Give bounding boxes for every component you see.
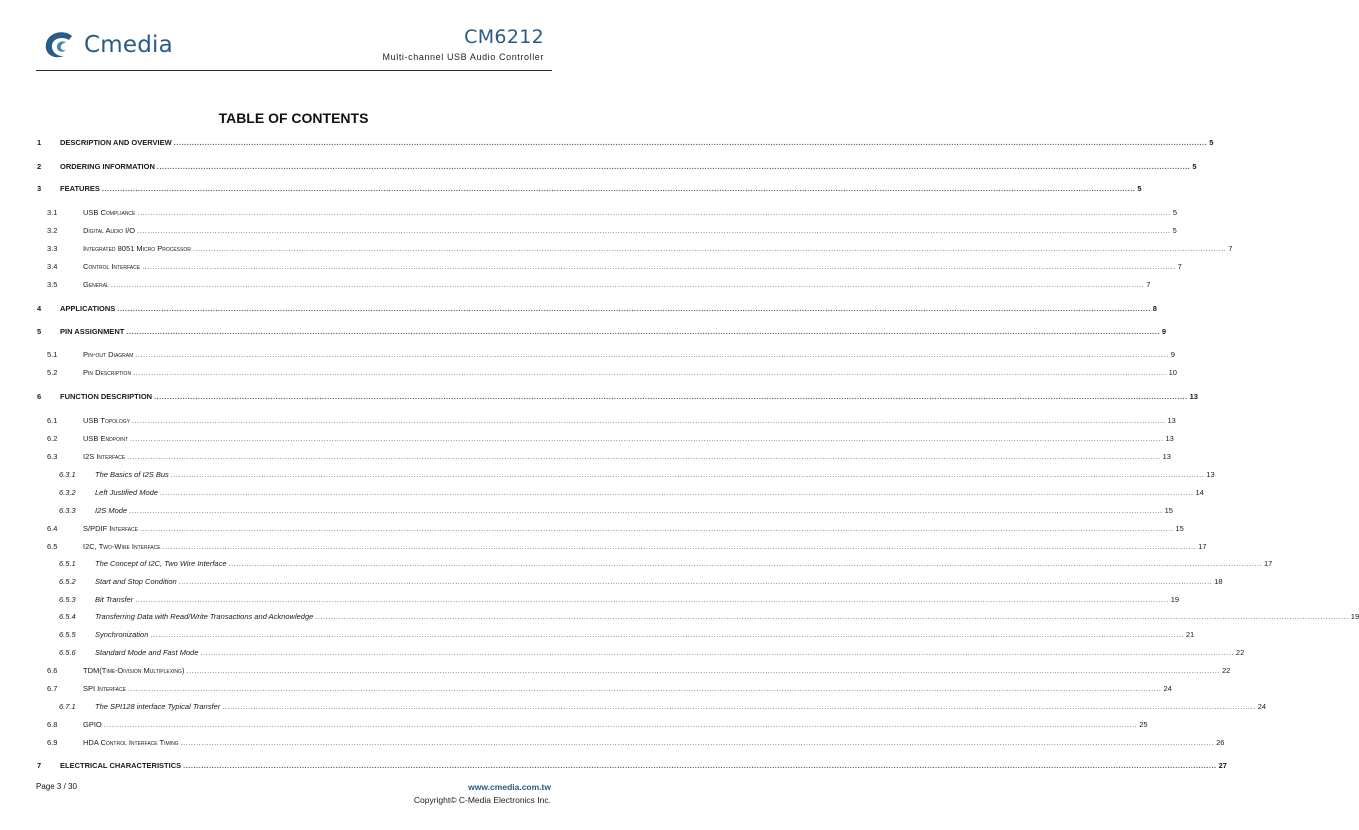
toc-entry[interactable] [95,611,1359,623]
toc-section-number: 7 [37,761,42,770]
toc-entry[interactable] [60,303,1157,315]
toc-section-number: 3.2 [47,226,58,235]
toc-section-number: 6.6 [47,666,58,675]
toc-section-number: 3.4 [47,262,58,271]
toc-page-number: 8 [1152,304,1157,313]
toc-page-number: 22 [1221,666,1231,675]
toc-dot-leader: ................................................................................................................................................................................................................................................................................................................................................................................................................ [135,350,1169,359]
toc-dot-leader: ................................................................................................................................................................................................................................................................................................................................................................................................................ [137,226,1171,235]
toc-row[interactable] [0,665,1231,677]
toc-dot-leader: ................................................................................................................................................................................................................................................................................................................................................................................................................ [180,738,1215,747]
toc-entry[interactable] [95,647,1245,659]
product-subtitle: Multi-channel USB Audio Controller [382,52,544,62]
toc-row[interactable] [0,469,1215,481]
toc-entry[interactable] [83,433,1174,445]
toc-page-number: 26 [1216,738,1225,747]
toc-entry[interactable] [95,558,1273,570]
toc-dot-leader: ................................................................................................................................................................................................................................................................................................................................................................................................................ [110,280,1145,289]
toc-section-number: 3.5 [47,280,58,289]
toc-row[interactable] [0,737,1225,749]
toc-entry[interactable] [83,279,1151,291]
swirl-logo-icon [42,30,80,60]
toc-page-number: 13 [1206,470,1215,479]
toc-page-number: 27 [1218,761,1227,770]
header-divider [36,70,552,71]
toc-row[interactable] [0,701,1267,713]
toc-dot-leader: ................................................................................................................................................................................................................................................................................................................................................................................................................ [162,542,1197,551]
toc-section-number: 3.3 [47,244,58,253]
toc-entry-label: The Basics of I2S Bus [95,470,169,479]
toc-row[interactable] [0,161,1197,173]
toc-section-number: 6.3.2 [59,488,76,497]
toc-entry[interactable] [95,576,1223,588]
toc-entry-label: I2S Interface [83,452,126,461]
toc-entry-label: Pin-out Diagram [83,350,134,359]
toc-entry[interactable] [83,683,1172,695]
toc-dot-leader: ................................................................................................................................................................................................................................................................................................................................................................................................................ [142,262,1176,271]
toc-row[interactable] [0,719,1148,731]
toc-entry-label: The Concept of I2C, Two Wire Interface [95,559,227,568]
toc-dot-leader: ................................................................................................................................................................................................................................................................................................................................................................................................................ [159,488,1194,497]
toc-page-number: 24 [1163,684,1172,693]
toc-row[interactable] [0,261,1182,273]
toc-section-number: 6.1 [47,416,58,425]
toc-row[interactable] [0,279,1151,291]
toc-page-number: 5 [1209,138,1214,147]
toc-entry-label: Integrated 8051 Micro Processor [83,244,191,253]
toc-page-number: 25 [1139,720,1148,729]
toc-dot-leader: ................................................................................................................................................................................................................................................................................................................................................................................................................ [140,524,1174,533]
toc-row[interactable] [0,225,1177,237]
toc-entry[interactable] [95,594,1180,606]
toc-entry-label: FUNCTION DESCRIPTION [60,392,153,401]
toc-dot-leader: ................................................................................................................................................................................................................................................................................................................................................................................................................ [127,684,1162,693]
logo-wordmark: Cmedia [84,32,173,58]
toc-entry-label: General [83,280,109,289]
toc-row[interactable] [0,367,1177,379]
toc-section-number: 6.4 [47,524,58,533]
toc-row[interactable] [0,629,1195,641]
toc-entry[interactable] [60,137,1214,149]
toc-page-number: 19 [1170,595,1180,604]
toc-section-number: 1 [37,138,42,147]
toc-row[interactable] [0,137,1214,149]
toc-dot-leader: ................................................................................................................................................................................................................................................................................................................................................................................................................ [133,368,1167,377]
footer-url-link[interactable]: www.cmedia.com.tw [468,782,551,792]
toc-entry[interactable] [95,469,1215,481]
toc-entry-label: GPIO [83,720,102,729]
toc-section-number: 6.5.6 [59,648,76,657]
toc-entry[interactable] [83,367,1177,379]
toc-entry[interactable] [83,719,1148,731]
toc-row[interactable] [0,243,1233,255]
toc-dot-leader: ................................................................................................................................................................................................................................................................................................................................................................................................................ [228,559,1263,568]
toc-entry-label: I2C, Two-Wire Interface [83,542,161,551]
toc-entry-label: APPLICATIONS [60,304,116,313]
toc-entry[interactable] [83,415,1176,427]
toc-dot-leader: ................................................................................................................................................................................................................................................................................................................................................................................................................ [154,392,1188,401]
toc-page-number: 15 [1175,524,1184,533]
toc-row[interactable] [0,433,1174,445]
toc-page-number: 22 [1235,648,1245,657]
toc-entry[interactable] [83,261,1182,273]
toc-entry-label: Pin Description [83,368,132,377]
toc-section-number: 5 [37,327,42,336]
toc-entry[interactable] [83,541,1207,553]
toc-section-number: 6 [37,392,42,401]
toc-dot-leader: ................................................................................................................................................................................................................................................................................................................................................................................................................ [192,244,1227,253]
toc-section-number: 6.3.3 [59,506,76,515]
toc-entry-label: Start and Stop Condition [95,577,177,586]
toc-page-number: 5 [1192,162,1197,171]
toc-entry-label: Digital Audio I/O [83,226,136,235]
toc-row[interactable] [0,594,1180,606]
toc-entry[interactable] [60,161,1197,173]
toc-entry[interactable] [95,701,1267,713]
toc-page-number: 10 [1168,368,1177,377]
page-header [36,22,552,70]
toc-page-number: 21 [1185,630,1195,639]
toc-page-number: 7 [1177,262,1182,271]
toc-row[interactable] [0,415,1176,427]
toc-section-number: 3 [37,184,42,193]
toc-section-number: 6.7.1 [59,702,76,711]
toc-entry[interactable] [83,523,1184,535]
toc-page-number: 15 [1164,506,1173,515]
toc-dot-leader: ................................................................................................................................................................................................................................................................................................................................................................................................................ [315,612,1349,621]
toc-section-number: 6.5 [47,542,58,551]
toc-section-number: 6.7 [47,684,58,693]
toc-row[interactable] [0,760,1227,772]
toc-section-number: 6.8 [47,720,58,729]
toc-entry[interactable] [83,665,1231,677]
toc-page-number: 13 [1165,434,1174,443]
product-name: CM6212 [464,26,544,48]
toc-row[interactable] [0,505,1173,517]
toc-page-number: 17 [1198,542,1207,551]
toc-entry-label: USB Compliance [83,208,136,217]
toc-section-number: 6.5.4 [59,612,76,621]
toc-dot-leader: ................................................................................................................................................................................................................................................................................................................................................................................................................ [222,702,1256,711]
toc-section-number: 6.5.3 [59,595,76,604]
page-number: Page 3 / 30 [36,782,77,791]
toc-page-number: 19 [1350,612,1359,621]
toc-dot-leader: ................................................................................................................................................................................................................................................................................................................................................................................................................ [156,162,1191,171]
toc-section-number: 6.2 [47,434,58,443]
toc-row[interactable] [0,541,1207,553]
toc-dot-leader: ................................................................................................................................................................................................................................................................................................................................................................................................................ [131,416,1166,425]
toc-entry-label: PIN ASSIGNMENT [60,327,125,336]
cmedia-logo [42,26,173,64]
toc-dot-leader: ................................................................................................................................................................................................................................................................................................................................................................................................................ [129,506,1163,515]
toc-dot-leader: ................................................................................................................................................................................................................................................................................................................................................................................................................ [130,434,1164,443]
toc-section-number: 5.1 [47,350,58,359]
toc-row[interactable] [0,349,1175,361]
toc-entry-label: DESCRIPTION AND OVERVIEW [60,138,172,147]
toc-dot-leader: ................................................................................................................................................................................................................................................................................................................................................................................................................ [135,595,1169,604]
toc-dot-leader: ................................................................................................................................................................................................................................................................................................................................................................................................................ [137,208,1171,217]
toc-page-number: 5 [1172,226,1177,235]
toc-entry-label: TDM(Time-Division Multiplexing) [83,666,185,675]
toc-row[interactable] [0,558,1273,570]
toc-row[interactable] [0,576,1223,588]
toc-dot-leader: ................................................................................................................................................................................................................................................................................................................................................................................................................ [150,630,1184,639]
toc-section-number: 2 [37,162,42,171]
toc-section-number: 6.5.5 [59,630,76,639]
toc-entry-label: Left Justified Mode [95,488,158,497]
toc-section-number: 4 [37,304,42,313]
toc-section-number: 6.9 [47,738,58,747]
toc-page-number: 13 [1189,392,1198,401]
toc-page-number: 17 [1264,559,1273,568]
toc-page-number: 9 [1170,350,1175,359]
toc-entry[interactable] [83,225,1177,237]
toc-entry-label: USB Topology [83,416,130,425]
toc-entry[interactable] [95,629,1195,641]
toc-entry-label: ORDERING INFORMATION [60,162,155,171]
footer-copyright: Copyright© C-Media Electronics Inc. [413,795,551,805]
toc-entry-label: ELECTRICAL CHARACTERISTICS [60,761,182,770]
toc-dot-leader: ................................................................................................................................................................................................................................................................................................................................................................................................................ [170,470,1205,479]
toc-entry-label: Transferring Data with Read/Write Transactions and Acknowledge [95,612,314,621]
toc-page-number: 5 [1137,184,1142,193]
toc-section-number: 6.5.2 [59,577,76,586]
toc-row[interactable] [0,683,1172,695]
toc-page-number: 24 [1257,702,1267,711]
toc-dot-leader: ................................................................................................................................................................................................................................................................................................................................................................................................................ [186,666,1220,675]
toc-entry[interactable] [60,326,1166,338]
toc-dot-leader: ................................................................................................................................................................................................................................................................................................................................................................................................................ [117,304,1151,313]
toc-page-number: 7 [1228,244,1233,253]
toc-row[interactable] [0,611,1359,623]
toc-dot-leader: ................................................................................................................................................................................................................................................................................................................................................................................................................ [101,184,1136,193]
toc-row[interactable] [0,207,1178,219]
toc-row[interactable] [0,487,1204,499]
toc-row[interactable] [0,451,1171,463]
toc-entry-label: Control Interface [83,262,141,271]
toc-section-number: 3.1 [47,208,58,217]
toc-dot-leader: ................................................................................................................................................................................................................................................................................................................................................................................................................ [173,138,1208,147]
toc-entry-label: Standard Mode and Fast Mode [95,648,199,657]
toc-entry[interactable] [83,207,1178,219]
toc-dot-leader: ................................................................................................................................................................................................................................................................................................................................................................................................................ [178,577,1213,586]
toc-entry-label: SPI Interface [83,684,126,693]
toc-page-number: 13 [1167,416,1176,425]
toc-entry-label: HDA Control Interface Timing [83,738,179,747]
toc-entry[interactable] [95,487,1204,499]
toc-entry-label: FEATURES [60,184,100,193]
toc-dot-leader: ................................................................................................................................................................................................................................................................................................................................................................................................................ [183,761,1217,770]
toc-dot-leader: ................................................................................................................................................................................................................................................................................................................................................................................................................ [127,452,1161,461]
toc-entry[interactable] [95,505,1173,517]
toc-entry-label: Synchronization [95,630,149,639]
toc-row[interactable] [0,183,1142,195]
toc-entry-label: I2S Mode [95,506,128,515]
toc-page-number: 13 [1162,452,1171,461]
toc-entry[interactable] [60,183,1142,195]
toc-dot-leader: ................................................................................................................................................................................................................................................................................................................................................................................................................ [103,720,1138,729]
toc-entry[interactable] [60,760,1227,772]
toc-section-number: 5.2 [47,368,58,377]
toc-title: TABLE OF CONTENTS [218,110,369,126]
toc-entry[interactable] [83,349,1175,361]
toc-row[interactable] [0,391,1198,403]
toc-entry-label: Bit Transfer [95,595,134,604]
toc-entry-label: USB Endpoint [83,434,129,443]
toc-entry[interactable] [83,451,1171,463]
toc-page-number: 9 [1161,327,1166,336]
toc-entry-label: S/PDIF Interface [83,524,139,533]
toc-entry-label: The SPI128 interface Typical Transfer [95,702,221,711]
toc-page-number: 7 [1146,280,1151,289]
toc-section-number: 6.3.1 [59,470,76,479]
toc-dot-leader: ................................................................................................................................................................................................................................................................................................................................................................................................................ [126,327,1160,336]
toc-page-number: 5 [1172,208,1178,217]
toc-entry[interactable] [83,737,1225,749]
toc-page-number: 18 [1214,577,1223,586]
toc-section-number: 6.5.1 [59,559,76,568]
toc-row[interactable] [0,647,1245,659]
toc-row[interactable] [0,326,1166,338]
toc-entry[interactable] [83,243,1233,255]
toc-section-number: 6.3 [47,452,58,461]
toc-entry[interactable] [60,391,1198,403]
toc-row[interactable] [0,303,1157,315]
toc-page-number: 14 [1195,488,1204,497]
toc-row[interactable] [0,523,1184,535]
toc-dot-leader: ................................................................................................................................................................................................................................................................................................................................................................................................................ [200,648,1234,657]
